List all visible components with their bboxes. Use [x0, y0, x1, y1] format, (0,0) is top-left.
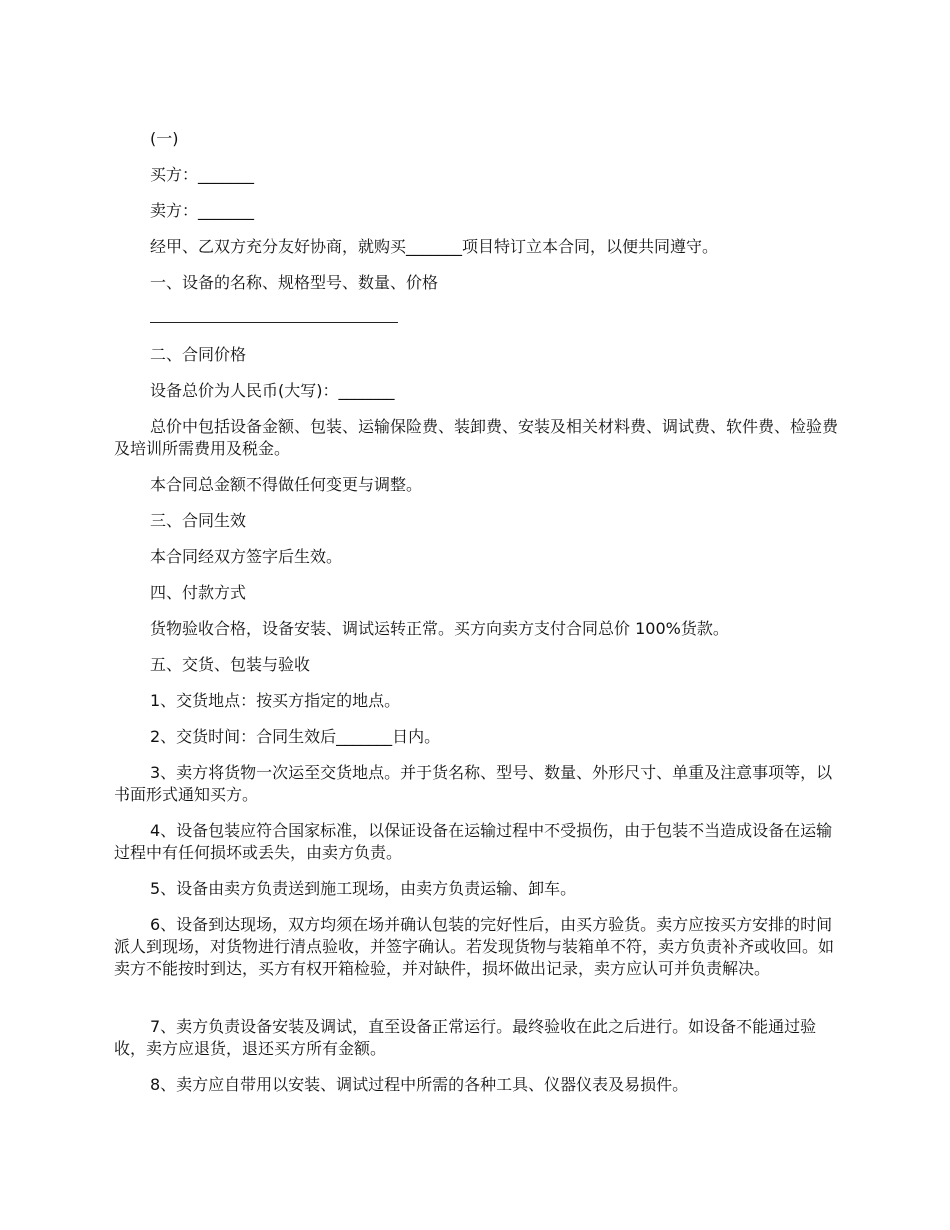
item-7: 7、卖方负责设备安装及调试，直至设备正常运行。最终验收在此之后进行。如设备不能通过验收，卖方应退货，退还买方所有金额。 — [114, 1017, 817, 1058]
item-2: 2、交货时间：合同生效后_______日内。 — [150, 727, 441, 746]
section-2-title: 二、合同价格 — [150, 345, 247, 364]
item-1: 1、交货地点：按买方指定的地点。 — [150, 691, 401, 710]
price-includes-paragraph: 总价中包括设备金额、包装、运输保险费、装卸费、安装及相关材料费、调试费、软件费、检验费及培训所需费用及税金。 — [114, 417, 839, 458]
section-heading: (一) — [150, 129, 179, 148]
section-3-title: 三、合同生效 — [150, 511, 247, 530]
section-4-title: 四、付款方式 — [150, 583, 247, 602]
no-change-paragraph: 本合同总金额不得做任何变更与调整。 — [150, 475, 423, 494]
section-5-title: 五、交货、包装与验收 — [150, 655, 311, 674]
buyer-line: 买方：_______ — [150, 165, 255, 184]
item-4: 4、设备包装应符合国家标准，以保证设备在运输过程中不受损伤，由于包装不当造成设备在运输过程中有任何损坏或丢失，由卖方负责。 — [114, 821, 833, 862]
total-price-line: 设备总价为人民币(大写)：_______ — [150, 381, 395, 400]
item-6: 6、设备到达现场，双方均须在场并确认包装的完好性后，由买方验货。卖方应按买方安排的时间派人到现场，对货物进行清点验收，并签字确认。若发现货物与装箱单不符，卖方负责补齐或收回。如卖方不能按时到达，买方有权开箱检验，并对缺件，损坏做出记录，卖方应认可并负责解决。 — [114, 915, 835, 978]
item-5: 5、设备由卖方负责送到施工现场，由卖方负责运输、卸车。 — [150, 879, 577, 898]
payment-paragraph: 货物验收合格，设备安装、调试运转正常。买方向卖方支付合同总价 100%货款。 — [150, 619, 729, 638]
seller-line: 卖方：_______ — [150, 201, 255, 220]
section-1-title: 一、设备的名称、规格型号、数量、价格 — [150, 273, 439, 292]
blank-underline — [150, 322, 398, 323]
item-8: 8、卖方应自带用以安装、调试过程中所需的各种工具、仪器仪表及易损件。 — [150, 1075, 689, 1094]
effective-paragraph: 本合同经双方签字后生效。 — [150, 547, 343, 566]
intro-paragraph: 经甲、乙双方充分友好协商，就购买_______项目特订立本合同，以便共同遵守。 — [150, 237, 719, 256]
item-3: 3、卖方将货物一次运至交货地点。并于货名称、型号、数量、外形尺寸、单重及注意事项等，以书面形式通知买方。 — [114, 763, 833, 804]
